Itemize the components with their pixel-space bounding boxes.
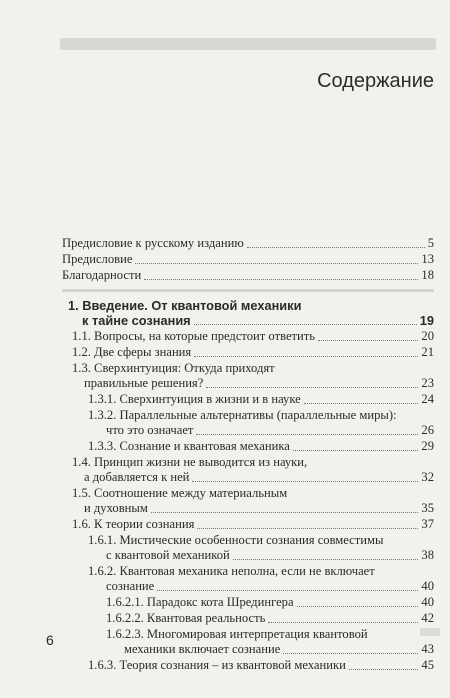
toc-entry-title: Благодарности [62, 268, 142, 282]
toc-entry-title: Предисловие [62, 252, 133, 266]
toc-entry[interactable] [62, 268, 434, 283]
toc-entry-title: 1.6.2.2. Квантовая реальность [106, 611, 266, 625]
toc-entry-page: 32 [421, 470, 434, 484]
dot-leader [283, 652, 418, 654]
dot-leader [157, 589, 418, 591]
toc-entry-title: 1.2. Две сферы знания [72, 345, 192, 359]
table-of-contents [62, 236, 434, 673]
dot-leader [247, 246, 425, 248]
toc-entry[interactable] [62, 627, 434, 657]
toc-entry-page: 24 [421, 392, 434, 406]
toc-entry-page: 40 [421, 595, 434, 609]
toc-entry-page: 26 [421, 423, 434, 437]
toc-entry[interactable] [62, 392, 434, 407]
bottom-shadow-band [420, 628, 440, 636]
toc-entry[interactable] [62, 611, 434, 626]
dot-leader [293, 449, 419, 451]
toc-entry-page: 18 [421, 268, 434, 282]
page-number: 6 [46, 632, 54, 648]
toc-entry[interactable] [62, 345, 434, 360]
toc-entry-page: 42 [421, 611, 434, 625]
dot-leader [304, 402, 419, 404]
dot-leader [135, 262, 418, 264]
toc-entry[interactable] [62, 361, 434, 391]
toc-entry[interactable] [62, 658, 434, 673]
toc-entry-title: 1.3.2. Параллельные альтернативы (параллельные миры): [88, 408, 397, 422]
toc-entry-page: 37 [421, 517, 434, 531]
toc-entry-title: 1.4. Принцип жизни не выводится из науки, [72, 455, 308, 469]
dot-leader [196, 433, 418, 435]
toc-entry[interactable] [62, 533, 434, 563]
dot-leader [297, 605, 419, 607]
toc-entry-title: 1.6.2. Квантовая механика неполна, если не включает [88, 564, 375, 578]
toc-entry[interactable] [62, 455, 434, 485]
toc-entry-page: 40 [421, 579, 434, 593]
toc-entry[interactable] [62, 564, 434, 594]
dot-leader [233, 558, 419, 560]
toc-entry[interactable] [62, 329, 434, 344]
dot-leader [151, 511, 419, 513]
toc-entry-title: и духовным [84, 501, 148, 515]
dot-leader [192, 480, 418, 482]
top-shadow-band [60, 38, 436, 50]
dot-leader [197, 527, 418, 529]
toc-entry[interactable] [62, 517, 434, 532]
toc-entry-title: 1.3.3. Сознание и квантовая механика [88, 439, 290, 453]
toc-entry[interactable] [62, 486, 434, 516]
toc-entry-title: правильные решения? [84, 376, 204, 390]
toc-entry-title: 1.1. Вопросы, на которые предстоит ответить [72, 329, 316, 343]
toc-entry-title: 1.6. К теории сознания [72, 517, 195, 531]
toc-entry-title: а добавляется к ней [84, 470, 190, 484]
toc-entry-title: 1.3. Сверхинтуиция: Откуда приходят [72, 361, 275, 375]
toc-entry-page: 19 [419, 313, 434, 328]
toc-entry-title: 1.6.2.1. Парадокс кота Шредингера [106, 595, 294, 609]
toc-entry-page: 35 [421, 501, 434, 515]
toc-entry-title: 1.6.2.3. Многомировая интерпретация квантовой [106, 627, 368, 641]
toc-entry-title: 1.3.1. Сверхинтуиция в жизни и в науке [88, 392, 301, 406]
toc-entry-title: механики включает сознание [124, 642, 281, 656]
toc-entry-title: сознание [106, 579, 155, 593]
section-divider [62, 289, 434, 292]
toc-entry-title: что это означает [106, 423, 194, 437]
dot-leader [349, 668, 419, 670]
toc-entry-page: 43 [421, 642, 434, 656]
page-title: Содержание [317, 70, 434, 92]
toc-entry-page: 29 [421, 439, 434, 453]
toc-entry[interactable] [62, 298, 434, 328]
dot-leader [194, 323, 417, 325]
toc-entry-page: 45 [421, 658, 434, 672]
toc-entry-title: Предисловие к русскому изданию [62, 236, 244, 250]
toc-entry-page: 23 [421, 376, 434, 390]
toc-entry-title: 1.6.3. Теория сознания – из квантовой механики [88, 658, 346, 672]
toc-entry-title: 1.5. Соотношение между материальным [72, 486, 288, 500]
toc-entry-page: 20 [421, 329, 434, 343]
toc-entry-title: 1. Введение. От квантовой механики [68, 298, 302, 313]
toc-entry-title: 1.6.1. Мистические особенности сознания совместимы [88, 533, 384, 547]
toc-entry-page: 13 [421, 252, 434, 266]
dot-leader [144, 278, 418, 280]
dot-leader [318, 339, 418, 341]
toc-entry[interactable] [62, 439, 434, 454]
toc-entry[interactable] [62, 236, 434, 251]
toc-entry-title: с квантовой механикой [106, 548, 230, 562]
toc-entry-page: 5 [427, 236, 434, 250]
dot-leader [194, 355, 418, 357]
toc-entry-title: к тайне сознания [82, 313, 191, 328]
toc-entry-page: 38 [421, 548, 434, 562]
dot-leader [206, 386, 418, 388]
toc-entry[interactable] [62, 252, 434, 267]
dot-leader [268, 621, 418, 623]
toc-entry[interactable] [62, 408, 434, 438]
toc-entry-page: 21 [421, 345, 434, 359]
toc-entry[interactable] [62, 595, 434, 610]
